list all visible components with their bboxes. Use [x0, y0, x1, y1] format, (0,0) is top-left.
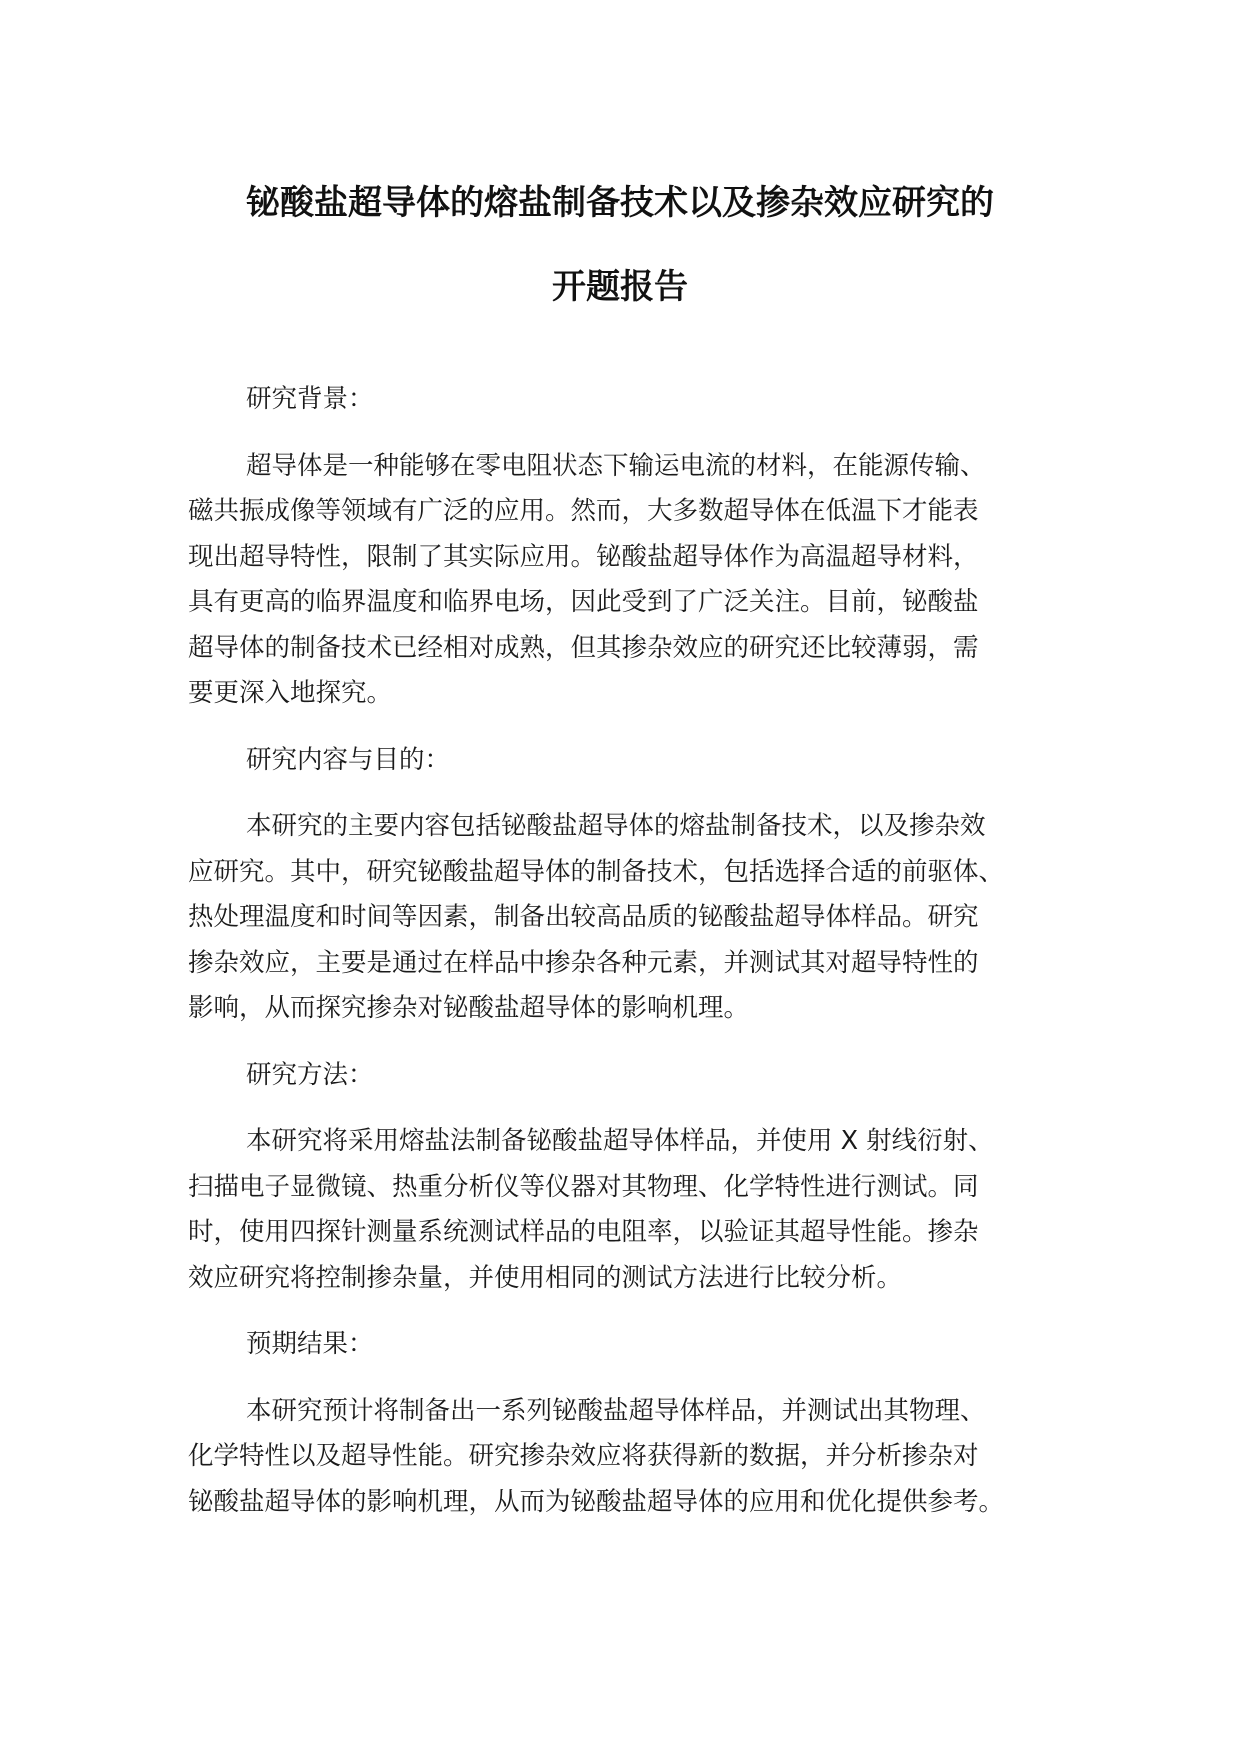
paragraph-line: 扫描电子显微镜、热重分析仪等仪器对其物理、化学特性进行测试。同 [188, 1171, 979, 1202]
paragraph-line: 超导体是一种能够在零电阻状态下输运电流的材料，在能源传输、 [246, 450, 986, 481]
section-heading-content: 研究内容与目的： [246, 744, 451, 775]
document-body [188, 377, 1068, 1546]
paragraph-line: 热处理温度和时间等因素，制备出较高品质的铋酸盐超导体样品。研究 [188, 902, 979, 932]
paragraph-line: 要更深入地探究。 [188, 678, 393, 708]
section-paragraph-background [188, 444, 1068, 717]
paragraph-line: 本研究的主要内容包括铋酸盐超导体的熔盐制备技术，以及掺杂效 [246, 811, 986, 841]
paragraph-line: 铋酸盐超导体的影响机理，从而为铋酸盐超导体的应用和优化提供参考。 [188, 1486, 1005, 1517]
section-paragraph-methods [188, 1119, 1068, 1301]
paragraph-line: 掺杂效应，主要是通过在样品中掺杂各种元素，并测试其对超导特性的 [188, 947, 979, 978]
paragraph-line: 本研究预计将制备出一系列铋酸盐超导体样品，并测试出其物理、 [246, 1395, 986, 1426]
paragraph-line: 超导体的制备技术已经相对成熟，但其掺杂效应的研究还比较薄弱，需 [188, 632, 979, 663]
paragraph-line: 本研究将采用熔盐法制备铋酸盐超导体样品，并使用 X 射线衍射、 [246, 1126, 994, 1156]
paragraph-line: 磁共振成像等领域有广泛的应用。然而，大多数超导体在低温下才能表 [188, 496, 979, 526]
paragraph-line: 化学特性以及超导性能。研究掺杂效应将获得新的数据，并分析掺杂对 [188, 1441, 979, 1471]
paragraph-line: 具有更高的临界温度和临界电场，因此受到了广泛关注。目前，铋酸盐 [188, 587, 979, 617]
section-paragraph-expected-results [188, 1389, 1068, 1526]
section-heading-expected-results: 预期结果： [246, 1329, 374, 1359]
document-title-line-2: 开题报告 [552, 267, 688, 307]
paragraph-line: 应研究。其中，研究铋酸盐超导体的制备技术，包括选择合适的前驱体、 [188, 856, 1005, 887]
section-paragraph-content [188, 804, 1068, 1032]
section-heading-methods: 研究方法： [246, 1059, 374, 1090]
document-title-line-1: 铋酸盐超导体的熔盐制备技术以及掺杂效应研究的 [246, 183, 994, 223]
section-heading-background: 研究背景： [246, 384, 374, 414]
paragraph-line: 效应研究将控制掺杂量，并使用相同的测试方法进行比较分析。 [188, 1262, 903, 1293]
paragraph-line: 现出超导特性，限制了其实际应用。铋酸盐超导体作为高温超导材料， [188, 541, 979, 572]
paragraph-line: 时，使用四探针测量系统测试样品的电阻率，以验证其超导性能。掺杂 [188, 1217, 979, 1247]
paragraph-line: 影响，从而探究掺杂对铋酸盐超导体的影响机理。 [188, 993, 750, 1023]
